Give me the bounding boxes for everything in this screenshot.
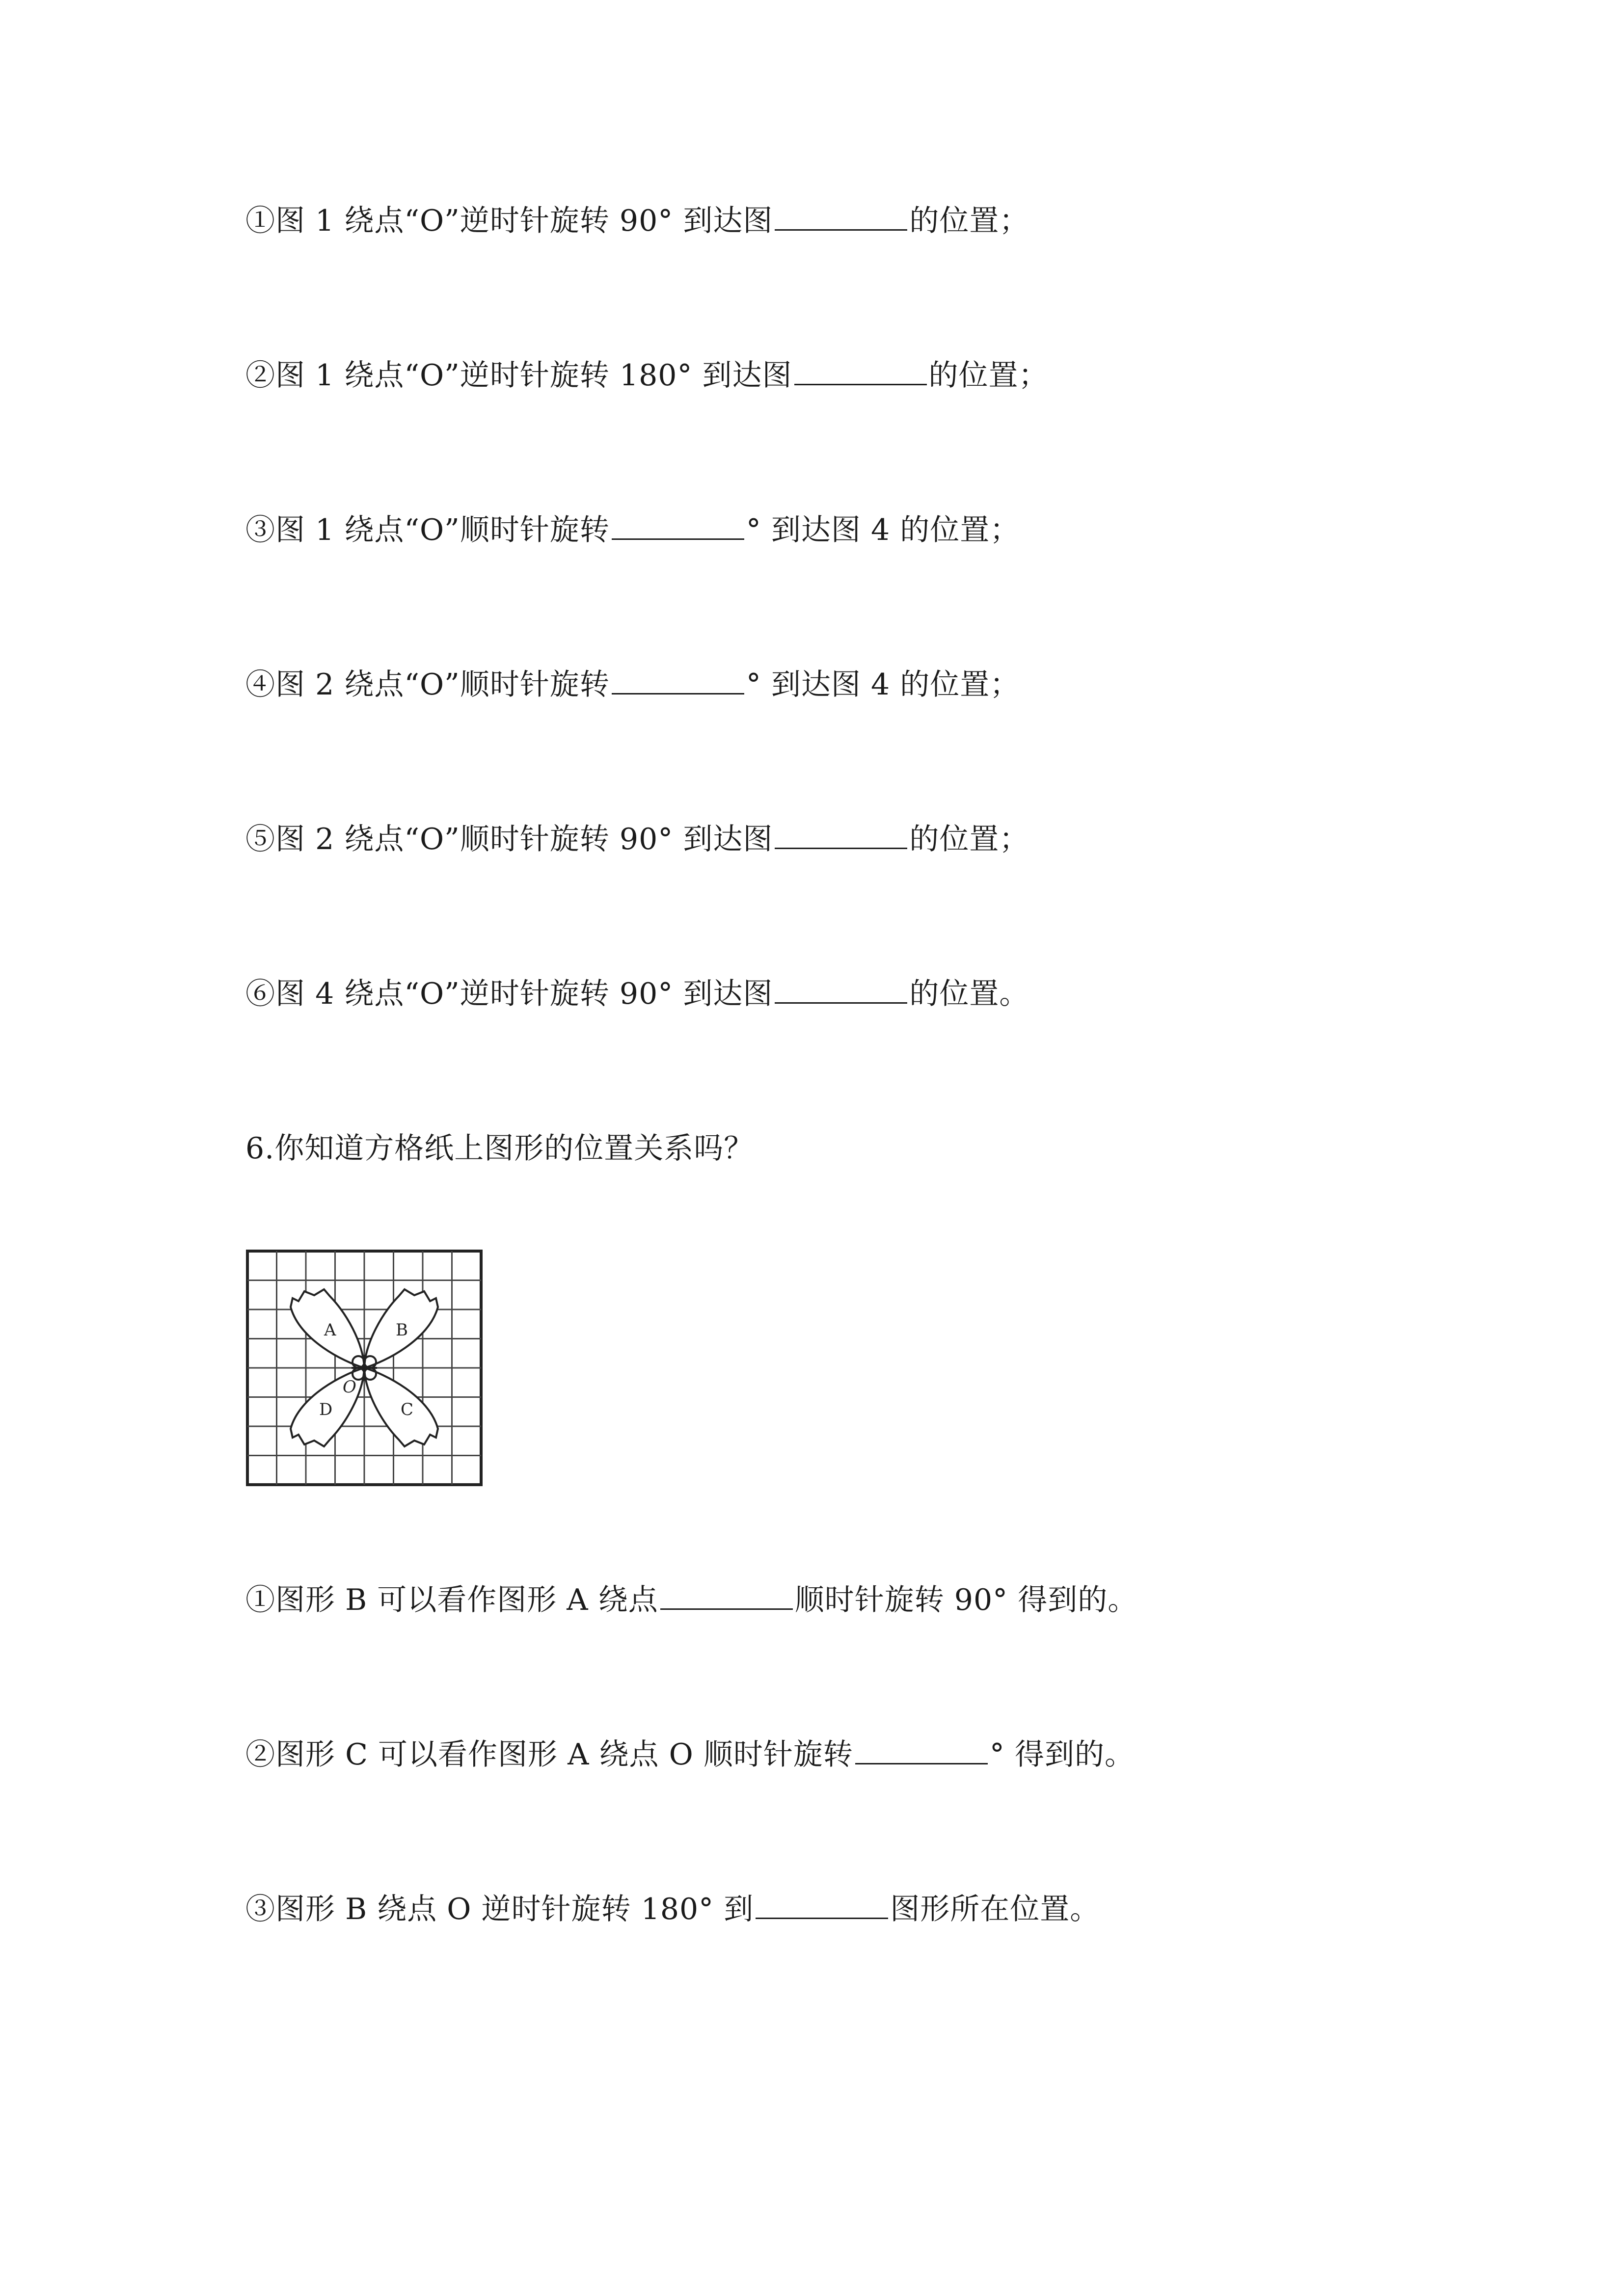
item-text-before: ②图 1 绕点“O”逆时针旋转 180° 到达图 — [245, 358, 792, 393]
answer-blank[interactable] — [612, 666, 744, 694]
item-text-after: 顺时针旋转 90° 得到的。 — [794, 1583, 1138, 1617]
answer-blank[interactable] — [775, 975, 907, 1004]
item-text-before: ⑥图 4 绕点“O”逆时针旋转 90° 到达图 — [245, 977, 773, 1011]
item-text-before: ①图 1 绕点“O”逆时针旋转 90° 到达图 — [245, 204, 773, 238]
item-text-before: ⑤图 2 绕点“O”顺时针旋转 90° 到达图 — [245, 822, 773, 856]
label-d: D — [319, 1400, 333, 1419]
item-text-before: ①图形 B 可以看作图形 A 绕点 — [245, 1583, 658, 1617]
grid-flower-svg — [245, 1249, 491, 1495]
item-text-after: 的位置； — [909, 204, 1029, 238]
question-6-item-1 — [245, 1580, 1137, 1620]
item-text-before: ②图形 C 可以看作图形 A 绕点 O 顺时针旋转 — [245, 1737, 853, 1772]
item-text-before: ③图形 B 绕点 O 逆时针旋转 180° 到 — [245, 1892, 754, 1926]
answer-blank[interactable] — [794, 356, 927, 385]
question-item-1 — [245, 201, 1029, 240]
item-text-after: 的位置； — [909, 822, 1029, 856]
answer-blank[interactable] — [612, 511, 744, 540]
grid-flower-figure — [245, 1249, 491, 1495]
question-6-item-2 — [245, 1735, 1135, 1774]
answer-blank[interactable] — [775, 820, 907, 849]
question-item-2 — [245, 356, 1049, 395]
item-text-after: ° 到达图 4 的位置； — [746, 667, 1020, 702]
item-text-after: 的位置。 — [909, 977, 1029, 1011]
question-item-3 — [245, 510, 1020, 550]
label-o: O — [343, 1377, 356, 1397]
question-item-6 — [245, 974, 1029, 1014]
question-6-item-3 — [245, 1890, 1100, 1929]
question-6-title: 6.你知道方格纸上图形的位置关系吗？ — [245, 1131, 754, 1166]
label-a: A — [324, 1320, 336, 1340]
question-item-5 — [245, 820, 1029, 859]
question-item-4 — [245, 665, 1020, 704]
item-text-after: 图形所在位置。 — [890, 1892, 1100, 1926]
item-text-after: ° 得到的。 — [989, 1737, 1135, 1772]
answer-blank[interactable] — [756, 1890, 888, 1919]
item-text-before: ③图 1 绕点“O”顺时针旋转 — [245, 513, 610, 547]
answer-blank[interactable] — [855, 1735, 988, 1764]
item-text-before: ④图 2 绕点“O”顺时针旋转 — [245, 667, 610, 702]
item-text-after: 的位置； — [928, 358, 1049, 393]
label-c: C — [401, 1400, 414, 1419]
answer-blank[interactable] — [660, 1581, 793, 1610]
answer-blank[interactable] — [775, 202, 907, 231]
label-b: B — [396, 1320, 408, 1340]
item-text-after: ° 到达图 4 的位置； — [746, 513, 1020, 547]
